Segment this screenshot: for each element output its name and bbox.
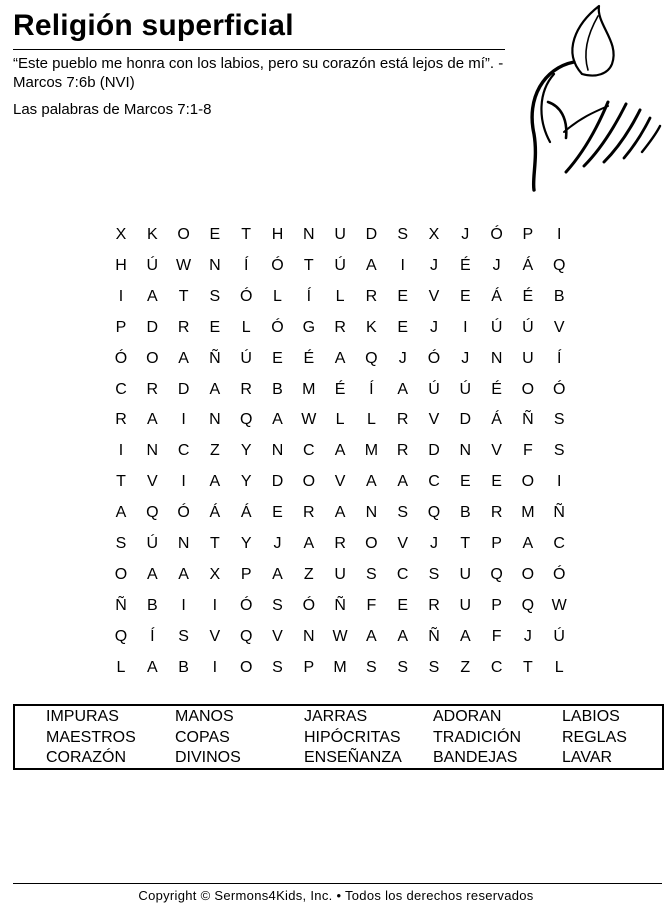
grid-letter: Ó [239,287,253,305]
grid-letter: É [459,256,471,274]
copyright-footer: Copyright © Sermons4Kids, Inc. • Todos los derechos reservados [138,888,534,903]
grid-letter: É [303,349,315,367]
grid-letter: Ó [114,349,128,367]
grid-letter: I [212,658,218,676]
grid-letter: D [271,473,284,491]
grid-letter: A [334,504,346,522]
grid-letter: T [178,287,189,305]
word-list-item: MANOS [175,708,234,725]
grid-letter: W [176,256,192,274]
grid-letter: R [365,287,378,305]
grid-letter: C [396,565,409,583]
grid-letter: É [334,380,346,398]
grid-letter: Q [239,411,253,429]
grid-letter: V [428,411,440,429]
grid-letter: A [366,473,377,491]
word-list-item: COPAS [175,728,230,746]
grid-letter: V [209,627,221,645]
grid-letter: W [301,411,317,429]
grid-letter: O [146,349,159,367]
grid-letter: I [212,596,218,614]
grid-letter: V [397,535,409,552]
grid-letter: C [115,380,127,398]
grid-letter: X [209,565,221,583]
grid-letter: Ú [334,256,346,274]
grid-letter: A [366,256,377,274]
bible-verse: “Este pueblo me honra con los labios, pero su corazón está lejos de mí”. - Marcos 7:6b (NVI) [13,55,504,91]
grid-letter: Ú [240,349,252,367]
grid-letter: R [396,411,409,429]
grid-letter: Z [460,658,471,676]
flame-dove-logo-icon [524,2,666,194]
grid-letter: C [428,473,440,491]
grid-letter: A [397,473,409,491]
word-list-item: DIVINOS [175,749,241,766]
grid-letter: F [491,627,502,645]
grid-letter: Y [240,442,252,460]
grid-letter: A [522,535,534,552]
grid-letter: Ú [490,318,503,336]
grid-letter: O [239,658,253,676]
grid-letter: C [553,535,565,552]
grid-letter: M [333,658,347,676]
grid-letter: P [240,565,252,583]
grid-letter: Q [521,596,535,614]
grid-letter: R [240,380,252,398]
grid-letter: A [334,442,346,460]
grid-letter: A [303,535,315,552]
grid-letter: R [428,596,440,614]
grid-letter: D [177,380,190,398]
grid-letter: Q [365,349,378,367]
grid-letter: N [303,627,315,645]
grid-letter: U [334,565,346,583]
title-divider [13,49,505,50]
grid-letter: R [146,380,159,398]
word-list-item: LABIOS [562,708,620,725]
grid-letter: A [459,627,471,645]
grid-letter: Q [490,565,503,583]
grid-letter: N [146,442,159,460]
grid-letter: R [177,318,190,336]
grid-letter: X [428,226,440,243]
grid-letter: A [178,565,189,583]
grid-letter: P [491,596,502,614]
grid-letter: Á [209,504,221,522]
grid-letter: O [302,473,316,491]
grid-letter: I [181,411,186,429]
grid-letter: J [430,535,438,552]
grid-letter: W [332,627,348,645]
grid-letter: Ó [427,349,441,367]
grid-letter: N [271,442,284,460]
grid-letter: E [209,226,221,243]
grid-letter: Q [114,627,128,645]
grid-letter: I [181,473,186,491]
grid-letter: A [209,380,221,398]
grid-letter: I [556,226,562,243]
grid-letter: Ó [490,226,503,243]
grid-letter: V [334,473,346,491]
word-list-item: IMPURAS [46,708,119,725]
word-list-item: ENSEÑANZA [304,749,402,766]
grid-letter: O [521,473,535,491]
grid-letter: E [272,504,283,522]
grid-letter: J [492,256,501,274]
word-list-item: LAVAR [562,749,613,766]
grid-letter: N [177,535,190,552]
grid-letter: I [118,287,124,305]
grid-letter: S [272,658,283,676]
grid-letter: A [272,411,283,429]
grid-letter: Ñ [209,349,221,367]
grid-letter: L [554,658,564,676]
grid-letter: L [335,411,345,429]
grid-letter: R [303,504,315,522]
grid-letter: N [490,349,503,367]
grid-letter: Ñ [115,596,127,614]
grid-letter: B [272,380,283,398]
grid-letter: S [209,287,221,305]
grid-letter: P [522,226,534,243]
grid-letter: V [428,287,440,305]
grid-letter: Ñ [428,627,440,645]
grid-letter: S [366,658,377,676]
grid-letter: Q [239,627,253,645]
grid-letter: Í [369,380,374,398]
grid-letter: A [178,349,189,367]
grid-letter: I [118,442,124,460]
grid-letter: K [146,226,158,243]
word-list-item: JARRAS [304,708,368,725]
grid-letter: A [146,287,158,305]
grid-letter: É [522,287,534,305]
grid-letter: N [209,256,221,274]
grid-letter: S [397,504,409,522]
grid-letter: Ó [271,318,284,336]
grid-letter: Q [427,504,441,522]
grid-letter: N [459,442,472,460]
grid-letter: A [397,627,409,645]
grid-letter: D [146,318,159,336]
page-title: Religión superficial [13,9,294,42]
grid-letter: S [428,565,440,583]
passage-reference: Las palabras de Marcos 7:1-8 [13,101,212,118]
grid-letter: G [302,318,316,336]
grid-letter: O [177,226,190,243]
grid-letter: T [116,473,126,491]
grid-letter: T [523,658,533,676]
grid-letter: Ó [552,565,566,583]
grid-letter: R [334,535,346,552]
grid-letter: E [459,287,471,305]
grid-letter: E [397,596,409,614]
grid-letter: S [178,627,189,645]
grid-letter: Ñ [553,504,565,522]
grid-letter: W [551,596,567,614]
grid-letter: Z [210,442,220,460]
grid-letter: Ó [552,380,566,398]
grid-letter: A [209,473,221,491]
grid-letter: J [398,349,407,367]
grid-letter: É [491,380,502,398]
grid-letter: L [241,318,251,336]
grid-letter: Z [303,565,314,583]
grid-letter: E [397,318,409,336]
grid-letter: S [428,658,440,676]
grid-letter: J [523,627,532,645]
grid-letter: J [430,318,438,336]
word-list-box [13,704,664,770]
grid-letter: Á [522,256,534,274]
grid-letter: O [521,565,535,583]
word-list-item: CORAZÓN [46,749,126,766]
grid-letter: Q [146,504,159,522]
grid-letter: T [303,256,314,274]
grid-letter: A [115,504,127,522]
word-list-item: REGLAS [562,728,627,746]
grid-letter: A [146,565,158,583]
grid-letter: B [146,596,158,614]
grid-letter: S [553,411,565,429]
grid-letter: Á [491,411,502,429]
grid-letter: E [209,318,221,336]
grid-letter: Q [552,256,566,274]
grid-letter: M [364,442,379,460]
grid-letter: C [177,442,190,460]
grid-letter: A [272,565,283,583]
grid-letter: Í [150,627,155,645]
grid-letter: Á [240,504,252,522]
grid-letter: K [366,318,377,336]
grid-letter: U [459,596,472,614]
grid-letter: Ú [459,380,472,398]
grid-letter: B [178,658,189,676]
grid-letter: B [553,287,565,305]
grid-letter: S [115,535,127,552]
grid-letter: T [241,226,252,243]
grid-letter: A [397,380,409,398]
word-list-item: HIPÓCRITAS [304,728,401,746]
grid-letter: Ó [177,504,190,522]
grid-letter: Ó [271,256,284,274]
grid-letter: S [553,442,565,460]
grid-letter: Ó [239,596,253,614]
grid-letter: D [459,411,472,429]
grid-letter: E [397,287,409,305]
grid-letter: L [335,287,345,305]
grid-letter: D [365,226,378,243]
grid-letter: J [461,226,470,243]
grid-letter: N [365,504,378,522]
grid-letter: Y [240,535,252,552]
grid-letter: A [334,349,346,367]
grid-letter: P [303,658,315,676]
grid-letter: Ó [302,596,316,614]
grid-letter: R [334,318,346,336]
grid-letter: Í [306,287,312,305]
grid-letter: V [553,318,565,336]
grid-letter: S [397,658,409,676]
grid-letter: V [146,473,158,491]
grid-letter: Á [491,287,502,305]
grid-letter: X [115,226,127,243]
grid-letter: H [115,256,127,274]
word-list-item: ADORAN [433,708,502,725]
grid-letter: I [400,256,405,274]
grid-letter: Ñ [334,596,346,614]
grid-letter: V [272,627,283,645]
grid-letter: C [303,442,315,460]
grid-letter: N [209,411,221,429]
grid-letter: A [146,411,158,429]
grid-letter: M [302,380,316,398]
grid-letter: Ú [553,627,565,645]
grid-letter: L [116,658,126,676]
grid-letter: S [272,596,283,614]
grid-letter: T [210,535,220,552]
grid-letter: E [272,349,283,367]
grid-letter: D [428,442,440,460]
grid-letter: I [556,473,562,491]
grid-letter: L [273,287,282,305]
grid-letter: Ú [428,380,440,398]
grid-letter: N [303,226,315,243]
grid-letter: I [463,318,468,336]
grid-letter: U [522,349,534,367]
grid-letter: R [490,504,503,522]
grid-letter: Í [243,256,249,274]
grid-letter: Ú [522,318,534,336]
grid-letter: Ú [146,256,159,274]
grid-letter: L [366,411,376,429]
grid-letter: H [271,226,284,243]
grid-letter: A [146,658,158,676]
grid-letter: Ñ [522,411,534,429]
grid-letter: U [334,226,346,243]
grid-letter: Ú [146,535,159,552]
word-list-item: MAESTROS [46,728,136,746]
word-list-item: TRADICIÓN [433,728,521,746]
grid-letter: S [366,565,377,583]
grid-letter: O [365,535,378,552]
grid-letter: S [397,226,409,243]
grid-letter: O [521,380,535,398]
grid-letter: C [490,658,503,676]
grid-letter: B [459,504,471,522]
grid-letter: A [366,627,377,645]
grid-letter: F [366,596,377,614]
grid-letter: M [521,504,535,522]
grid-letter: J [273,535,282,552]
grid-letter: P [491,535,502,552]
grid-letter: R [396,442,409,460]
grid-letter: V [491,442,502,460]
footer-divider [13,883,662,884]
grid-letter: T [460,535,471,552]
word-list-item: BANDEJAS [433,749,518,766]
grid-letter: O [114,565,128,583]
grid-letter: R [115,411,127,429]
grid-letter: F [523,442,533,460]
grid-letter: J [461,349,470,367]
grid-letter: J [430,256,438,274]
grid-letter: U [459,565,472,583]
grid-letter: P [115,318,127,336]
grid-letter: I [181,596,186,614]
grid-letter: Y [240,473,252,491]
grid-letter: E [491,473,502,491]
grid-letter: E [459,473,471,491]
grid-letter: Í [556,349,562,367]
